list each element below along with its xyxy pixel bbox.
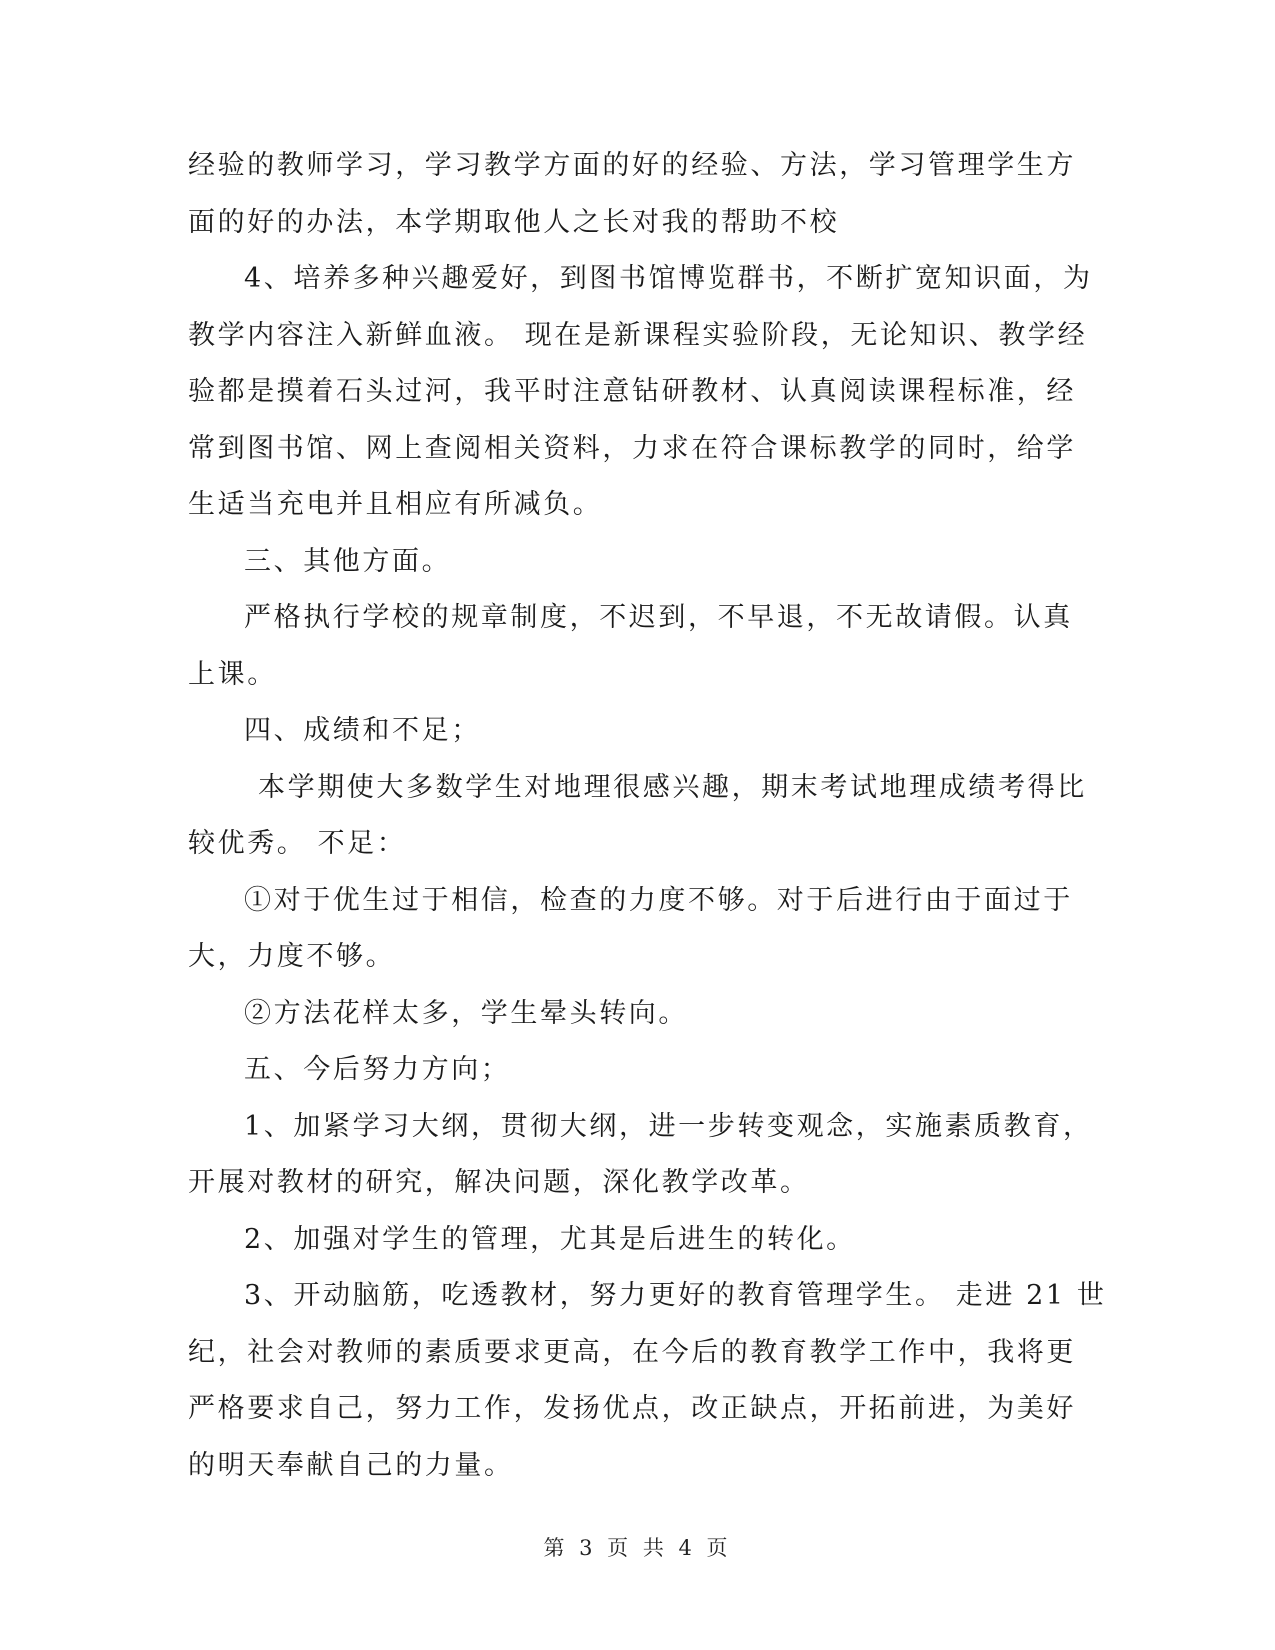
section-heading: 五、今后努力方向； bbox=[244, 1054, 511, 1085]
text-line: 教学内容注入新鲜血液。 现在是新课程实验阶段，无论知识、教学经 bbox=[188, 319, 1088, 351]
text-line: 验都是摸着石头过河，我平时注意钻研教材、认真阅读课程标准，经 bbox=[188, 376, 1076, 407]
section-heading: 三、其他方面。 bbox=[244, 545, 452, 577]
text-line: ②方法花样太多，学生晕头转向。 bbox=[244, 997, 688, 1029]
text-line: ①对于优生过于相信，检查的力度不够。对于后进行由于面过于 bbox=[244, 884, 1073, 916]
document-body bbox=[188, 138, 1107, 1494]
text-line: 1、加紧学习大纲，贯彻大纲，进一步转变观念，实施素质教育， bbox=[244, 1110, 1093, 1142]
text-line: 3、开动脑筋，吃透教材，努力更好的教育管理学生。 走进 21 世 bbox=[244, 1280, 1107, 1311]
text-line: 严格执行学校的规章制度，不迟到，不早退，不无故请假。认真 bbox=[244, 602, 1073, 633]
text-line: 严格要求自己，努力工作，发扬优点，改正缺点，开拓前进，为美好 bbox=[188, 1393, 1076, 1424]
text-line: 面的好的办法，本学期取他人之长对我的帮助不校 bbox=[188, 206, 840, 238]
text-line: 开展对教材的研究，解决问题，深化教学改革。 bbox=[188, 1167, 810, 1198]
page-number: 第 3 页 共 4 页 bbox=[543, 1536, 732, 1560]
text-line: 本学期使大多数学生对地理很感兴趣，期末考试地理成绩考得比 bbox=[258, 771, 1087, 803]
text-line: 经验的教师学习，学习教学方面的好的经验、方法，学习管理学生方 bbox=[188, 150, 1076, 181]
text-line: 较优秀。 不足： bbox=[188, 828, 407, 859]
text-line: 4、培养多种兴趣爱好，到图书馆博览群书，不断扩宽知识面，为 bbox=[244, 263, 1093, 294]
text-line: 常到图书馆、网上查阅相关资料，力求在符合课标教学的同时，给学 bbox=[188, 432, 1076, 464]
text-line: 纪，社会对教师的素质要求更高，在今后的教育教学工作中，我将更 bbox=[188, 1336, 1076, 1368]
section-heading: 四、成绩和不足； bbox=[244, 715, 481, 746]
text-line: 的明天奉献自己的力量。 bbox=[188, 1449, 514, 1481]
text-line: 大，力度不够。 bbox=[188, 941, 396, 972]
text-line: 2、加强对学生的管理，尤其是后进生的转化。 bbox=[244, 1223, 856, 1255]
text-line: 上课。 bbox=[188, 658, 277, 690]
text-line: 生适当充电并且相应有所减负。 bbox=[188, 489, 603, 520]
